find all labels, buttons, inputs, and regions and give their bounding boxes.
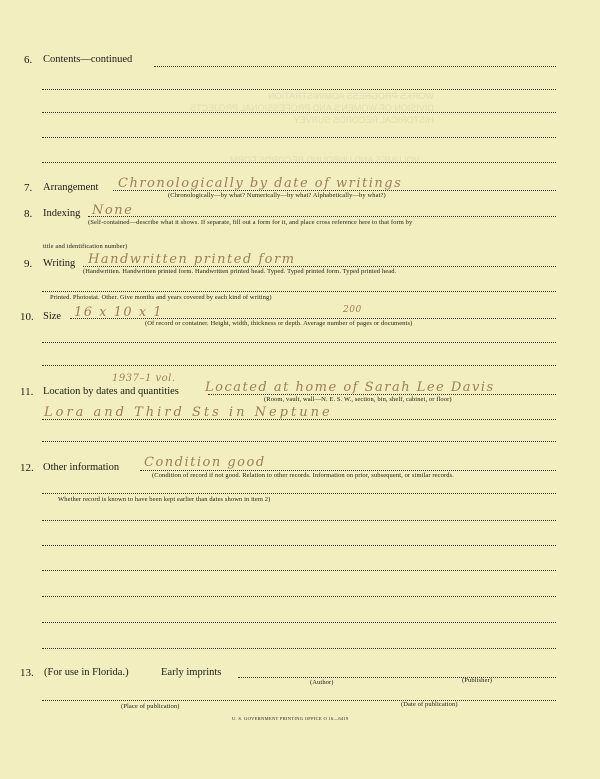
item13-line-author (238, 677, 556, 678)
item9-number: 9. (24, 258, 33, 270)
item12-number: 12. (20, 462, 34, 474)
item9-handwriting: Handwritten printed form (88, 252, 296, 267)
item8-number: 8. (24, 208, 33, 220)
item13-number: 13. (20, 667, 34, 679)
item12-line-4 (42, 545, 556, 546)
gpo-footer: U. S. GOVERNMENT PRINTING OFFICE O 16—6419 (232, 716, 349, 721)
item13-caption-date: (Date of publication) (401, 701, 458, 708)
item6-label: Contents—continued (43, 54, 133, 65)
item11-number: 11. (20, 386, 34, 398)
item11-caption: (Room, vault, wall—N. E. S. W., section, bin, shelf, cabinet, or floor) (264, 396, 452, 403)
item9-line (83, 266, 556, 267)
item10-label: Size (43, 311, 62, 322)
item12-label: Other information (43, 462, 120, 473)
item13-label: (For use in Florida.) (44, 667, 129, 678)
item13-caption-place: (Place of publication) (121, 703, 180, 710)
item6-line-5 (42, 162, 556, 163)
item7-caption: (Chronologically—by what? Numerically—by what? Alphabetically—by what?) (168, 192, 386, 199)
item10-line (70, 318, 556, 319)
item6-number: 6. (24, 54, 33, 66)
item8-handwriting: None (92, 203, 134, 218)
item10-line-3 (42, 365, 556, 366)
item11-handwriting-date: 1937–1 vol. (112, 373, 176, 384)
bleed-through: WORKS PROGRESS ADMINISTRATION DIVISION OF WOMEN'S AND PROFESSIONAL PROJECTS HISTORICAL RECORDS SURVEY (190, 91, 434, 125)
item7-label: Arrangement (43, 182, 99, 193)
item12-line-5 (42, 570, 556, 571)
item9-caption: (Handwritten. Handwritten printed form. Handwritten printed head. Typed. Typed printed form. Typed printed head. (83, 268, 397, 275)
item7-line (113, 190, 556, 191)
item13-label-2: Early imprints (161, 667, 222, 678)
item12-line (140, 470, 556, 471)
item10-line-2 (42, 342, 556, 343)
item12-caption-2: Whether record is known to have been kept earlier than dates shown in item 2) (58, 496, 271, 503)
item10-caption: (Of record or container. Height, width, thickness or depth. Average number of pages or documents) (145, 320, 413, 327)
item7-number: 7. (24, 182, 33, 194)
item12-caption: (Condition of record if not good. Relation to other records. Information on prior, subsequent, or similar records. (152, 472, 454, 479)
item11-handwriting: Located at home of Sarah Lee Davis (205, 380, 495, 395)
item6-line-1 (154, 66, 556, 67)
item11-label: Location by dates and quantities (43, 386, 179, 397)
item8-caption: (Self-contained—describe what it shows. If separate, fill out a form for it, and place cross reference here to that form by (88, 219, 413, 226)
item13-caption-publisher: (Publisher) (462, 677, 492, 684)
item6-line-3 (42, 112, 556, 113)
item7-handwriting: Chronologically by date of writings (118, 176, 403, 191)
item10-number: 10. (20, 311, 34, 323)
item8-caption-2: title and identification number) (43, 243, 128, 250)
item12-line-3 (42, 520, 556, 521)
item12-line-6 (42, 596, 556, 597)
item10-handwriting-pages: 200 (343, 305, 362, 315)
item12-line-8 (42, 648, 556, 649)
item8-line (88, 216, 556, 217)
item11-line-2 (42, 419, 556, 420)
bleed-through-2: VOLUMES AND UNBOUND RECORDS FORM (230, 155, 420, 165)
item12-line-7 (42, 622, 556, 623)
item10-handwriting: 16 x 10 x 1 (74, 305, 164, 320)
item6-line-2 (42, 89, 556, 90)
item9-line-2 (42, 291, 556, 292)
item13-line-place (42, 700, 556, 701)
item6-line-4 (42, 137, 556, 138)
item12-handwriting: Condition good (144, 455, 266, 470)
item11-line-3 (42, 441, 556, 442)
item9-caption-2: Printed. Photostat. Other. Give months and years covered by each kind of writing) (50, 294, 272, 301)
item9-label: Writing (43, 258, 76, 269)
item11-handwriting-line2: Lora and Third Sts in Neptune (44, 405, 333, 420)
item8-label: Indexing (43, 208, 81, 219)
item13-caption-author: (Author) (310, 679, 334, 686)
item12-line-2 (42, 493, 556, 494)
item11-line (208, 394, 556, 395)
